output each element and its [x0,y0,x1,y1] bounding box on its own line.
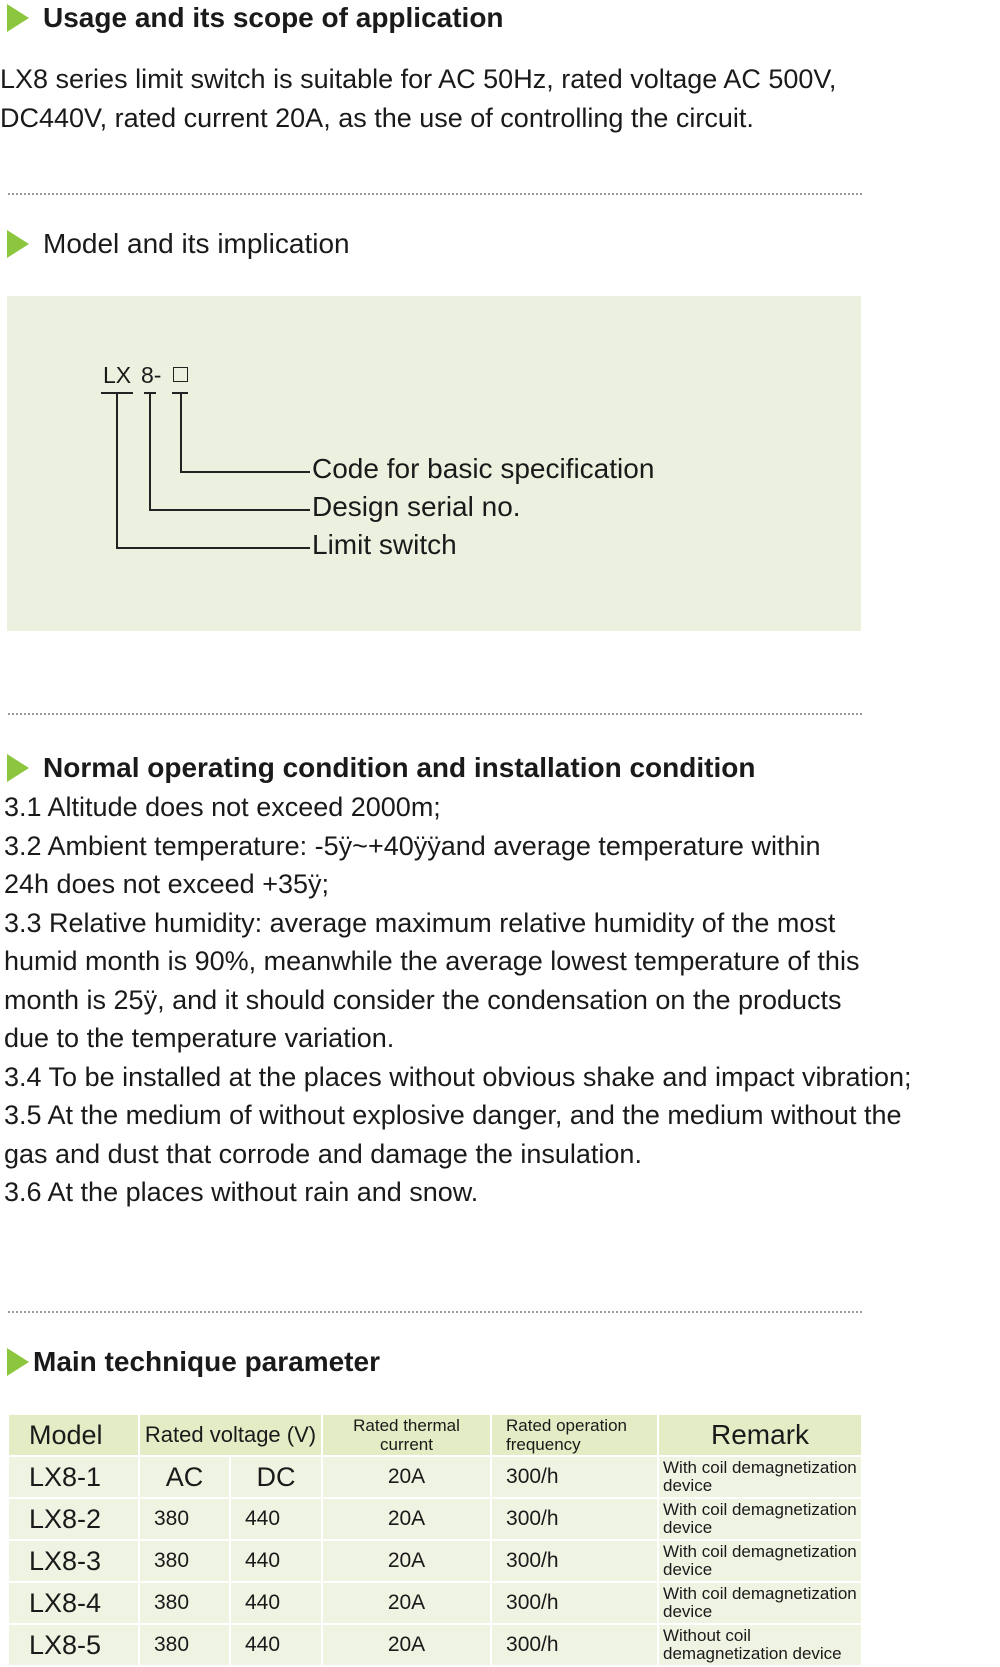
model-prefix: LX [103,362,132,388]
cell-frequency: 300/h [491,1456,658,1498]
section-heading-text: Model and its implication [43,228,350,259]
paragraph-line: gas and dust that corrode and damage the insulation. [4,1138,642,1169]
model-diagram-panel [7,296,861,631]
spec-code-box [173,367,188,382]
section-heading-text: Normal operating condition and installation condition [43,752,756,783]
paragraph-line: 24h does not exceed +35ÿ; [4,869,330,899]
paragraph-line: 3.1 Altitude does not exceed 2000m; [4,792,441,822]
cell-ac: 380 [139,1582,230,1624]
table-row [8,1624,862,1666]
cell-remark: With coil demagnetization device [658,1456,862,1498]
paragraph-line: 3.2 Ambient temperature: -5ÿ~+40ÿÿand average temperature within [4,830,821,861]
cell-remark: With coil demagnetization device [658,1582,862,1624]
leader-horizontal-code [180,471,310,473]
header-rated-voltage: Rated voltage (V) [139,1414,322,1456]
cell-ac: 380 [139,1498,230,1540]
dotted-divider [8,1311,862,1313]
paragraph-line: 3.5 At the medium of without explosive danger, and the medium without the [4,1100,902,1130]
cell-dc: 440 [230,1624,322,1666]
paragraph-line: DC440V, rated current 20A, as the use of controlling the circuit. [0,102,754,133]
leader-line-code [180,392,182,473]
header-remark: Remark [658,1414,862,1456]
cell-model: LX8-4 [8,1582,139,1624]
cell-model: LX8-2 [8,1498,139,1540]
section-heading-parameters [7,1346,380,1378]
leader-horizontal-serial [149,509,310,511]
cell-ac: 380 [139,1540,230,1582]
cell-frequency: 300/h [491,1540,658,1582]
cell-remark: With coil demagnetization device [658,1540,862,1582]
cell-dc: 440 [230,1582,322,1624]
cell-frequency: 300/h [491,1582,658,1624]
leader-horizontal-limit [116,547,310,549]
leader-line-serial [149,392,151,511]
paragraph-line: due to the temperature variation. [4,1023,395,1053]
header-operation-frequency: Rated operation frequency [491,1414,658,1456]
paragraph-line: humid month is 90%, meanwhile the average lowest temperature of this [4,946,860,976]
cell-frequency: 300/h [491,1624,658,1666]
label-basic-spec: Code for basic specification [312,453,655,484]
section-heading-conditions [7,752,755,784]
cell-dc: DC [230,1456,322,1498]
parameter-table [7,1413,863,1667]
paragraph-line: 3.4 To be installed at the places without obvious shake and impact vibration; [4,1061,912,1092]
leader-line-limit-switch [116,392,118,549]
section-heading-text: Usage and its scope of application [43,2,504,33]
paragraph-line: 3.3 Relative humidity: average maximum relative humidity of the most [4,907,836,938]
cell-remark: With coil demagnetization device [658,1498,862,1540]
table-row [8,1456,862,1498]
cell-current: 20A [322,1582,491,1624]
cell-remark: Without coil demagnetization device [658,1624,862,1666]
table-row [8,1498,862,1540]
table-header-row [8,1414,862,1456]
paragraph-line: LX8 series limit switch is suitable for AC 50Hz, rated voltage AC 500V, [0,64,837,94]
dotted-divider [8,193,862,195]
play-arrow-icon [7,754,29,782]
cell-frequency: 300/h [491,1498,658,1540]
cell-current: 20A [322,1456,491,1498]
header-thermal-current: Rated thermal current [322,1414,491,1456]
section-heading-usage [7,2,504,34]
conditions-paragraph [4,788,912,1212]
cell-current: 20A [322,1624,491,1666]
table-row [8,1540,862,1582]
play-arrow-icon [7,4,29,32]
cell-current: 20A [322,1498,491,1540]
paragraph-line: 3.6 At the places without rain and snow. [4,1177,479,1207]
cell-model: LX8-3 [8,1540,139,1582]
dotted-divider [8,713,862,715]
cell-model: LX8-1 [8,1456,139,1498]
section-heading-text: Main technique parameter [33,1346,380,1377]
cell-ac: AC [139,1456,230,1498]
header-model: Model [8,1414,139,1456]
label-design-serial: Design serial no. [312,491,521,522]
cell-dc: 440 [230,1540,322,1582]
cell-dc: 440 [230,1498,322,1540]
play-arrow-icon [7,230,29,258]
paragraph-line: month is 25ÿ, and it should consider the condensation on the products [4,984,842,1015]
cell-ac: 380 [139,1624,230,1666]
model-serial: 8- [141,362,162,388]
play-arrow-icon [7,1348,29,1376]
label-limit-switch: Limit switch [312,529,457,560]
usage-paragraph [0,60,836,137]
cell-model: LX8-5 [8,1624,139,1666]
table-row [8,1582,862,1624]
cell-current: 20A [322,1540,491,1582]
section-heading-model [7,228,350,260]
